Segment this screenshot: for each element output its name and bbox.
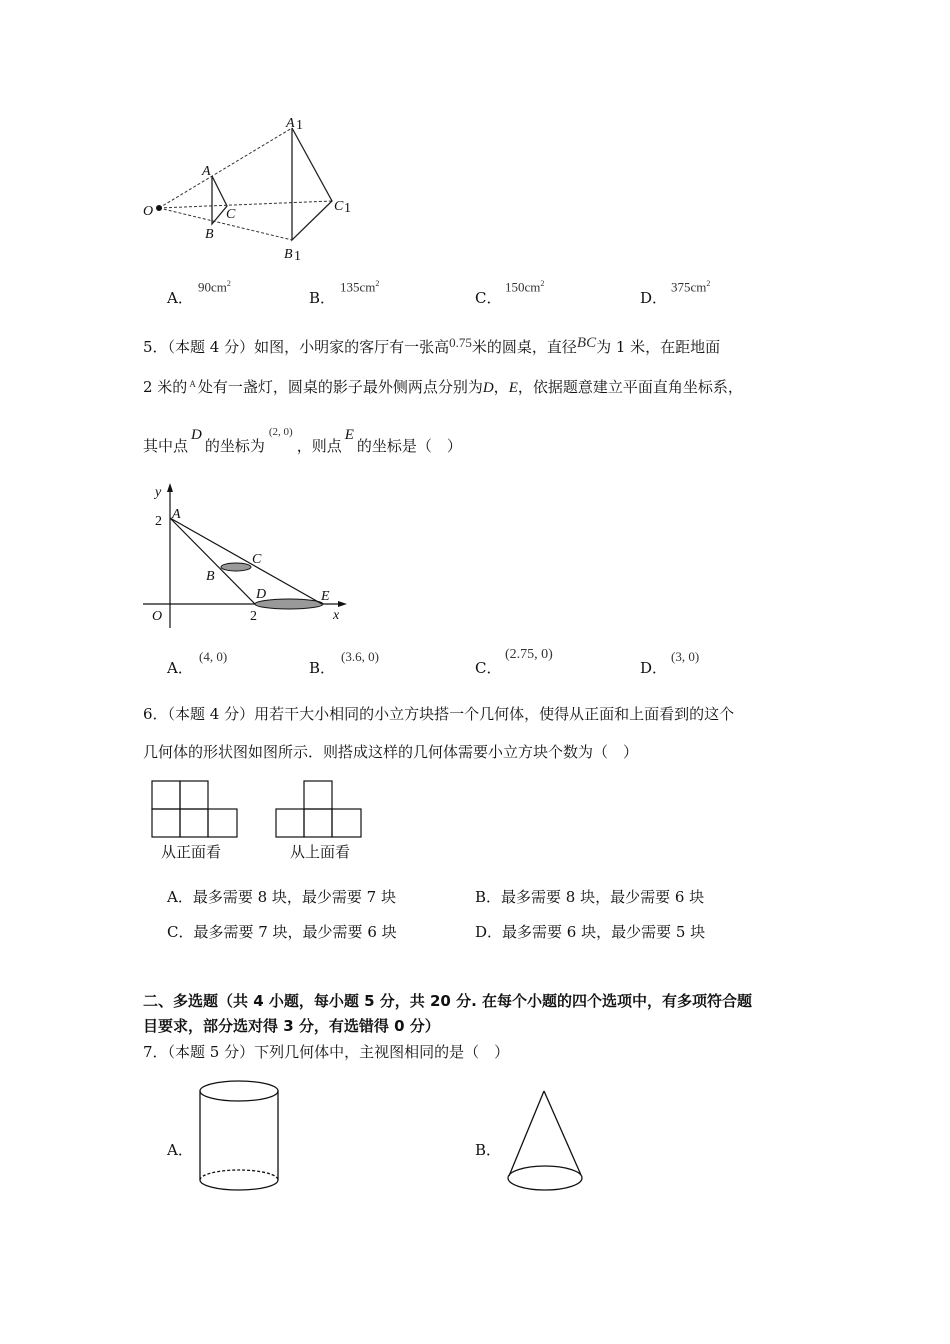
section2-heading-line1: 二、多选题（共 4 小题，每小题 5 分，共 20 分. 在每个小题的四个选项中，有多项符合题 <box>143 992 753 1010</box>
q5-stem-line3: 其中点D的坐标为$^{(2, 0)}$，则点E的坐标是（ ） <box>143 426 462 455</box>
q7-stem: 7．（本题 5 分）下列几何体中，主视图相同的是（ ） <box>143 1043 510 1061</box>
cylinder-icon <box>200 1081 278 1190</box>
label-B: B <box>206 569 215 584</box>
q5-stem-line2: 2 米的 $^A$ 处有一盏灯，圆桌的影子最外侧两点分别为D，E，依据题意建立平面直角坐标系， <box>143 378 743 396</box>
label-A: A <box>172 507 181 522</box>
q7-option-b-letter[interactable]: B． <box>475 1141 502 1159</box>
label-B1-sub: 1 <box>294 249 301 264</box>
q6-option-a[interactable]: A．最多需要 8 块，最少需要 7 块 <box>167 888 396 906</box>
q4-option-a-value: $90cm^2$ <box>198 279 231 295</box>
q4-option-a-letter[interactable]: A． <box>167 289 193 307</box>
q6-stem-line2: 几何体的形状图如图所示．则搭成这样的几何体需要小立方块个数为（ ） <box>143 743 639 761</box>
label-2-x: 2 <box>250 609 257 624</box>
front-view-caption: 从正面看 <box>161 843 222 861</box>
label-A1-sub: 1 <box>296 118 303 133</box>
label-C: C <box>226 207 236 222</box>
label-E: E <box>321 589 330 604</box>
q6-option-b[interactable]: B．最多需要 8 块，最少需要 6 块 <box>475 888 705 906</box>
q5-option-c-letter[interactable]: C． <box>475 659 502 677</box>
q6-option-d[interactable]: D．最多需要 6 块，最少需要 5 块 <box>475 923 706 941</box>
q5-option-a-letter[interactable]: A． <box>167 659 193 677</box>
q5-option-b-value: (3.6, 0) <box>341 649 379 664</box>
label-B: B <box>205 227 214 242</box>
q4-option-b-value: $135cm^2$ <box>340 279 380 295</box>
label-D: D <box>256 587 267 602</box>
section2-heading-line2: 目要求，部分选对得 3 分，有选错得 0 分） <box>143 1017 440 1035</box>
q5-option-d-value: (3, 0) <box>671 649 700 664</box>
label-A: A <box>202 164 211 179</box>
label-C: C <box>252 552 262 567</box>
label-O: O <box>152 609 163 624</box>
q4-option-d-value: $375cm^2$ <box>671 279 711 295</box>
q6-option-c[interactable]: C．最多需要 7 块，最少需要 6 块 <box>167 923 397 941</box>
q7-option-a-letter[interactable]: A． <box>167 1141 193 1159</box>
q4-option-b-letter[interactable]: B． <box>309 289 336 307</box>
label-y: y <box>155 485 162 500</box>
label-B1: B <box>284 247 293 262</box>
q4-option-c-letter[interactable]: C． <box>475 289 502 307</box>
cone-icon <box>508 1091 582 1190</box>
q5-stem-line1: 5．（本题 4 分）如图，小明家的客厅有一张高0.75米的圆桌，直径BC为 1 米，在距地面 <box>143 335 721 356</box>
top-view-caption: 从上面看 <box>290 843 351 861</box>
q6-stem-line1: 6．（本题 4 分）用若干大小相同的小立方块搭一个几何体，使得从正面和上面看到的这个 <box>143 705 735 723</box>
label-2-y: 2 <box>155 514 162 529</box>
label-x: x <box>333 608 340 623</box>
label-A1: A <box>286 116 295 131</box>
label-O: O <box>143 204 154 219</box>
q5-option-d-letter[interactable]: D． <box>640 659 668 677</box>
q4-option-d-letter[interactable]: D． <box>640 289 668 307</box>
q5-option-a-value: (4, 0) <box>199 649 228 664</box>
q5-option-c-value: (2.75, 0) <box>505 647 553 662</box>
q4-option-c-value: $150cm^2$ <box>505 279 545 295</box>
q5-option-b-letter[interactable]: B． <box>309 659 336 677</box>
label-C1: C <box>334 199 344 214</box>
label-C1-sub: 1 <box>344 201 351 216</box>
